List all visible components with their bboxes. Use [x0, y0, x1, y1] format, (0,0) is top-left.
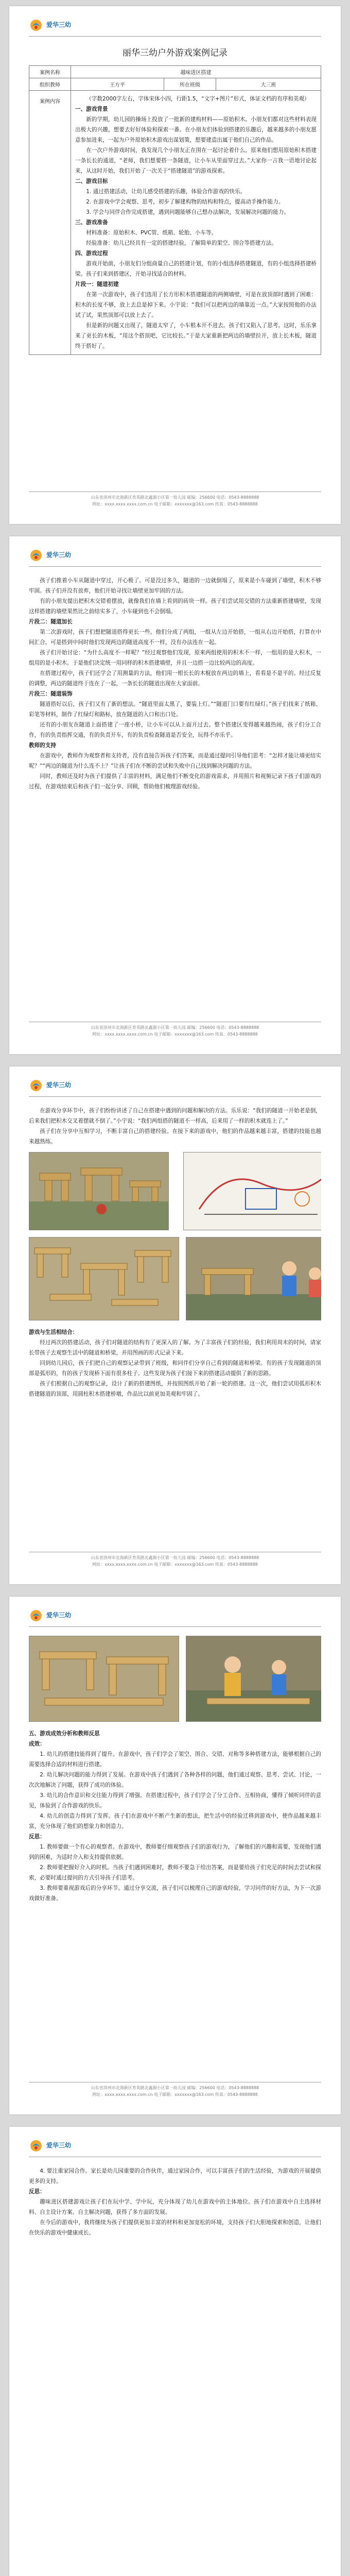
logo-text: 爱华三幼: [46, 1081, 72, 1089]
footer-contact: 网址：xxxx.xxxx.xxxx.com.cn 电子邮箱：xxxxxxx@163.com 传真：0543-8888888: [92, 1562, 258, 1567]
paragraph: 孩子们在分享中互相学习，不断丰富自己的搭建经验。在接下来的游戏中，他们的作品越来越丰富，搭建的技能也越来越熟练。: [29, 1128, 321, 1145]
case-body-top: [29, 1106, 321, 1147]
paragraph: 孩子们开始讨论：“为什么高度不一样呢？”经过观察他们发现，原来两组使用的积木不一样，一组用的是大积木，一组用的是小积木。于是他们决定统一用同样的积木搭建墙壁，并且一边搭一边比较两边的高度。: [29, 650, 321, 666]
photo-children-play: [186, 1237, 321, 1320]
case-body: [29, 575, 321, 792]
paragraph: 3. 幼儿的合作意识和交往能力得到了增强。在搭建过程中，孩子们学会了分工合作、互相协商，懂得了倾听同伴的意见，体验到了合作游戏的快乐。: [29, 1792, 321, 1809]
paragraph: 在第一次游戏中，孩子们选用了长方形积木搭建隧道的两侧墙壁，可是在放顶部时遇到了困难：积木的长度不够，放上去总是掉下来。小宇说：“我们可以把两边的墙靠近一点。”大家按照他的办法试了试，果然顶部可以放上去了。: [75, 292, 317, 318]
photo-block-building: [29, 1152, 169, 1230]
paragraph: 1. 通过搭建活动，让幼儿感受搭建的乐趣，体验合作游戏的快乐。: [86, 189, 246, 195]
case-content-cell: [71, 91, 321, 355]
section-heading: 片段一：隧道初建: [75, 281, 119, 287]
paragraph: 1. 教师要做一个有心的观察者。在游戏中，教师要仔细观察孩子们的游戏行为，了解他们的兴趣和需要，发现他们遇到的困难，为适时介入和支持提供依据。: [29, 1844, 321, 1860]
document-page-2: [9, 536, 341, 1054]
photo-children-building: [186, 1636, 321, 1722]
paragraph: 在今后的游戏中，我将继续为孩子们提供更加丰富的材料和更加宽松的环境，支持孩子们大胆地探索和创造，让他们在快乐的游戏中健康成长。: [29, 2219, 321, 2236]
paragraph: 在搭建过程中，孩子们还学会了用测量的方法，他们用一根长长的木棍放在两边的墙上，看看是不是平的。经过反复的调整，两边的隧道终于连在了一起，一条长长的隧道出现在大家面前。: [29, 670, 321, 687]
page-header: [29, 1076, 321, 1097]
paragraph: （字数2000字左右，字体宋体小四，行距1.5，“文字+图片”形式，体证文档的有序和美观）: [86, 96, 310, 102]
logo-text: 爱华三幼: [46, 21, 72, 28]
case-body: [29, 2166, 321, 2238]
table-label-class: 所在班级: [164, 78, 216, 91]
paragraph: 经验准备：幼儿已经具有一定的搭建经验，了解简单的架空、围合等搭建方法。: [86, 240, 277, 246]
page-content: [29, 2166, 321, 2576]
case-body: [29, 1728, 321, 1904]
section-heading: 教师的支持: [29, 742, 56, 749]
document-page-5: [9, 2127, 341, 2576]
page-footer: [29, 2082, 321, 2101]
paragraph: 还有的小朋友在隧道上面搭建了一座小桥，让小车可以从上面开过去。整个搭建区变得越来越热闹，孩子们分工合作，有的负责指挥交通，有的负责开车，有的负责检查隧道是否安全，玩得不亦乐乎。: [29, 722, 321, 738]
photo-blocks-field: [29, 1237, 179, 1320]
paragraph: 孩子们推着小车从隧道中穿过，开心极了。可是没过多久，隧道的一边就倒塌了，原来是小车碰到了墙壁，积木不够牢固。孩子们并没有放弃，他们开始寻找让墙壁更加牢固的方法。: [29, 578, 321, 594]
footer-contact: 网址：xxxx.xxxx.xxxx.com.cn 电子邮箱：xxxxxxx@163.com 传真：0543-8888888: [92, 502, 258, 506]
document-page-4: [9, 1597, 341, 2114]
section-heading: 二、游戏目标: [75, 178, 108, 184]
footer-address: 山东省滨州市北海新区育英路北鑫源小区第一幼儿园 邮编：256600 电话：0543-8888888: [91, 495, 259, 500]
paragraph: 新的学期，幼儿园的操场上投放了一批新的建构材料——原始积木。小朋友们都对这些材料表现出极大的兴趣，想要去好好体验和探索一番。在小朋友们体验到搭建的乐趣后，越来越多的小朋友愿意参加进来，一起为户外原始积木游戏出谋划策，想要建造出属于他们自己的作品。: [75, 116, 317, 143]
paragraph: 4. 幼儿的创造力得到了发挥。孩子们在游戏中不断产生新的想法，把生活中的经验迁移到游戏中，使作品越来越丰富，充分体现了他们的想象力和创造力。: [29, 1813, 321, 1829]
table-label-case-content: 案例内容: [29, 91, 71, 355]
photo-drawing-plan: [183, 1152, 321, 1230]
paragraph: 在游戏中，教师作为观察者和支持者，没有直接告诉孩子们答案，而是通过提问引导他们思考：“怎样才能让墙更结实呢？”“两边的隧道为什么连不上？”让孩子们在不断的尝试和失败中自己找到解决问题的方法。: [29, 753, 321, 769]
case-body: [75, 94, 317, 351]
document-page-1: [9, 6, 341, 524]
table-label-teacher: 组织教师: [29, 78, 71, 91]
section-heading: 一、游戏背景: [75, 106, 108, 112]
paragraph: 材料准备：原始积木、PVC管、纸箱、轮胎、小车等。: [86, 230, 217, 236]
page-header: [29, 2136, 321, 2157]
footer-address: 山东省滨州市北海新区育英路北鑫源小区第一幼儿园 邮编：256600 电话：0543-8888888: [91, 1025, 259, 1030]
paragraph: 在游戏分享环节中，孩子们纷纷讲述了自己在搭建中遇到的问题和解决的方法。乐乐说：“我们的隧道一开始老是倒，后来我们把积木交叉着摆就不倒了。”小宇说：“我们两组搭的隧道不一样高，后来用了一样的积木就连上了。”: [29, 1108, 321, 1124]
case-info-table: [29, 65, 321, 355]
logo-text: 爱华三幼: [46, 551, 72, 558]
logo-text: 爱华三幼: [46, 1612, 72, 1619]
page-content: [29, 40, 321, 488]
paragraph: 1. 幼儿的搭建技能得到了提升。在游戏中，孩子们学会了架空、围合、交错、对称等多种搭建方法，能够根据自己的需要选择合适的材料进行搭建。: [29, 1751, 321, 1768]
paragraph: 2. 幼儿解决问题的能力得到了发展。在游戏中孩子们遇到了各种各样的问题，他们通过观察、思考、尝试、讨论，一次次地解决了问题，获得了成功的体验。: [29, 1772, 321, 1788]
paragraph: 趣味进区搭建游戏让孩子们在玩中学、学中玩，充分体现了幼儿在游戏中的主体地位。孩子们在游戏中自主选择材料、自主设计方案、自主解决问题，获得了多方面的发展。: [29, 2199, 321, 2215]
table-value-teacher: 王方平: [71, 78, 164, 91]
paragraph: 3. 学会与同伴合作完成搭建，遇到问题能够自己想办法解决，发展解决问题的能力。: [86, 209, 290, 215]
photo-group: [29, 1152, 321, 1322]
page-content: [29, 575, 321, 1018]
paragraph: 回到幼儿园后，孩子们把自己的观察记录带到了班级，和同伴们分享自己看到的隧道和桥梁。有的孩子发现隧道的顶部是弧形的，有的孩子发现桥下面有很多柱子。这些发现为孩子们接下来的搭建活动提供了新的思路。: [29, 1360, 321, 1377]
section-heading: 三、游戏准备: [75, 219, 108, 226]
paragraph: 孩子们根据自己的观察记录，设计了新的搭建图纸，并按照图纸开始了新一轮的搭建。这一次，他们尝试用弧形积木搭建隧道的顶部，用圆柱积木搭建桥墩，作品比以前更加美观和牢固了。: [29, 1381, 321, 1397]
page-footer: [29, 492, 321, 511]
paragraph: 有的小朋友提出把积木交错着摆放，就像我们在墙上看到的砖块一样。孩子们尝试用交错的方法重新搭建墙壁，发现这样搭建的墙壁果然比之前结实多了，小车碰到也不会倒塌。: [29, 598, 321, 615]
paragraph: 但是新的问题又出现了，隧道太窄了，小车根本开不进去。孩子们又陷入了思考。这时，乐乐拿来了更长的木板，“用这个搭顶吧，它比较长。”于是大家重新把两边的墙壁拉开，放上长木板，隧道终于搭好了。: [75, 323, 317, 349]
section-heading: 成效：: [29, 1741, 45, 1747]
table-value-case-name: 越味进区搭建: [71, 66, 321, 78]
paragraph: 4. 要注重家园合作。家长是幼儿园重要的合作伙伴，通过家园合作，可以丰富孩子们的生活经验，为游戏的开展提供更多的支持。: [29, 2168, 321, 2184]
paragraph: 3. 教师要重视游戏后的分享环节。通过分享交流，孩子们可以梳理自己的游戏经验，学习同伴的好方法，为下一次游戏做好准备。: [29, 1885, 321, 1902]
paragraph: 第二次游戏时，孩子们想把隧道搭得更长一些。他们分成了两组，一组从左边开始搭，一组从右边开始搭，打算在中间汇合。可是搭到中间时他们发现两边的隧道高度不一样，没有办法连在一起。: [29, 629, 321, 646]
section-heading: 五、游戏成效分析和教师反思: [29, 1731, 100, 1737]
footer-address: 山东省滨州市北海新区育英路北鑫源小区第一幼儿园 邮编：256600 电话：0543-8888888: [91, 2086, 259, 2090]
section-heading: 反思：: [29, 2189, 45, 2195]
section-heading: 游戏与生活相结合：: [29, 1329, 78, 1335]
page-footer: [29, 1552, 321, 1571]
paragraph: 2. 在游戏中学会观察、思考，初步了解建构物的结构和特点，提高动手操作能力。: [86, 199, 284, 205]
page-footer: [29, 1022, 321, 1041]
section-heading: 片段二：隧道加长: [29, 619, 73, 625]
case-body-bottom: [29, 1327, 321, 1399]
section-heading: 反思：: [29, 1834, 45, 1840]
logo-text: 爱华三幼: [46, 2142, 72, 2149]
table-value-class: 大三班: [216, 78, 321, 91]
section-heading: 四、游戏过程: [75, 250, 108, 257]
document-page-3: [9, 1066, 341, 1584]
photo-group: [29, 1636, 321, 1723]
footer-address: 山东省滨州市北海新区育英路北鑫源小区第一幼儿园 邮编：256600 电话：0543-8888888: [91, 1555, 259, 1560]
footer-contact: 网址：xxxx.xxxx.xxxx.com.cn 电子邮箱：xxxxxxx@163.com 传真：0543-8888888: [92, 1032, 258, 1037]
paragraph: 2. 教师要把握好介入的时机。当孩子们遇到困难时，教师不要急于给出答案，而是要给孩子们充足的时间去尝试和探索，必要时通过提问的方式引导孩子们思考。: [29, 1865, 321, 1881]
table-label-case-name: 案例名称: [29, 66, 71, 78]
paragraph: 隧道搭好以后，孩子们又有了新的想法。“隧道里面太黑了，要装上灯。”“隧道门口要有红绿灯。”孩子们找来了纸箱、彩笔等材料，制作了红绿灯和路标，放在隧道的入口和出口处。: [29, 701, 321, 718]
footer-contact: 网址：xxxx.xxxx.xxxx.com.cn 电子邮箱：xxxxxxx@163.com 传真：0543-8888888: [92, 2092, 258, 2097]
page-content: [29, 1636, 321, 2078]
photo-tunnel-build: [29, 1636, 179, 1722]
page-header: [29, 1606, 321, 1627]
paragraph: 在一次户外游戏时间，我发现几个小朋友正在围在一起讨论着什么。原来他们想用原始积木搭建一条长长的通道，“老师，我们想要搭一条隧道，让小车从里面穿过去。”大家你一言我一语地讨论起来，从这时开始，我们开始了一次关于“搭建隧道”的游戏探索。: [75, 147, 317, 174]
page-header: [29, 546, 321, 567]
page-content: [29, 1106, 321, 1548]
page-header: [29, 15, 321, 37]
document-title: 丽华三幼户外游戏案例记录: [122, 48, 227, 58]
paragraph: 游戏开始前，小朋友们分组商量自己的搭建计划，有的小组选择搭建隧道，有的小组选择搭建桥梁。孩子们来到搭建区，开始寻找适合的材料。: [75, 261, 317, 277]
section-heading: 片段三：隧道装饰: [29, 691, 73, 697]
paragraph: 同时，教师还及时为孩子们提供了丰富的材料，满足他们不断变化的游戏需求，并用照片和视频记录下孩子们游戏的过程，在游戏结束后和孩子们一起分享、回顾，帮助他们梳理游戏经验。: [29, 773, 321, 790]
paragraph: 经过两次的搭建活动，孩子们对隧道的结构有了更深入的了解。为了丰富孩子们的经验，我们利用周末的时间，请家长带孩子去观察生活中的隧道和桥梁，并用图画的形式记录下来。: [29, 1340, 321, 1356]
